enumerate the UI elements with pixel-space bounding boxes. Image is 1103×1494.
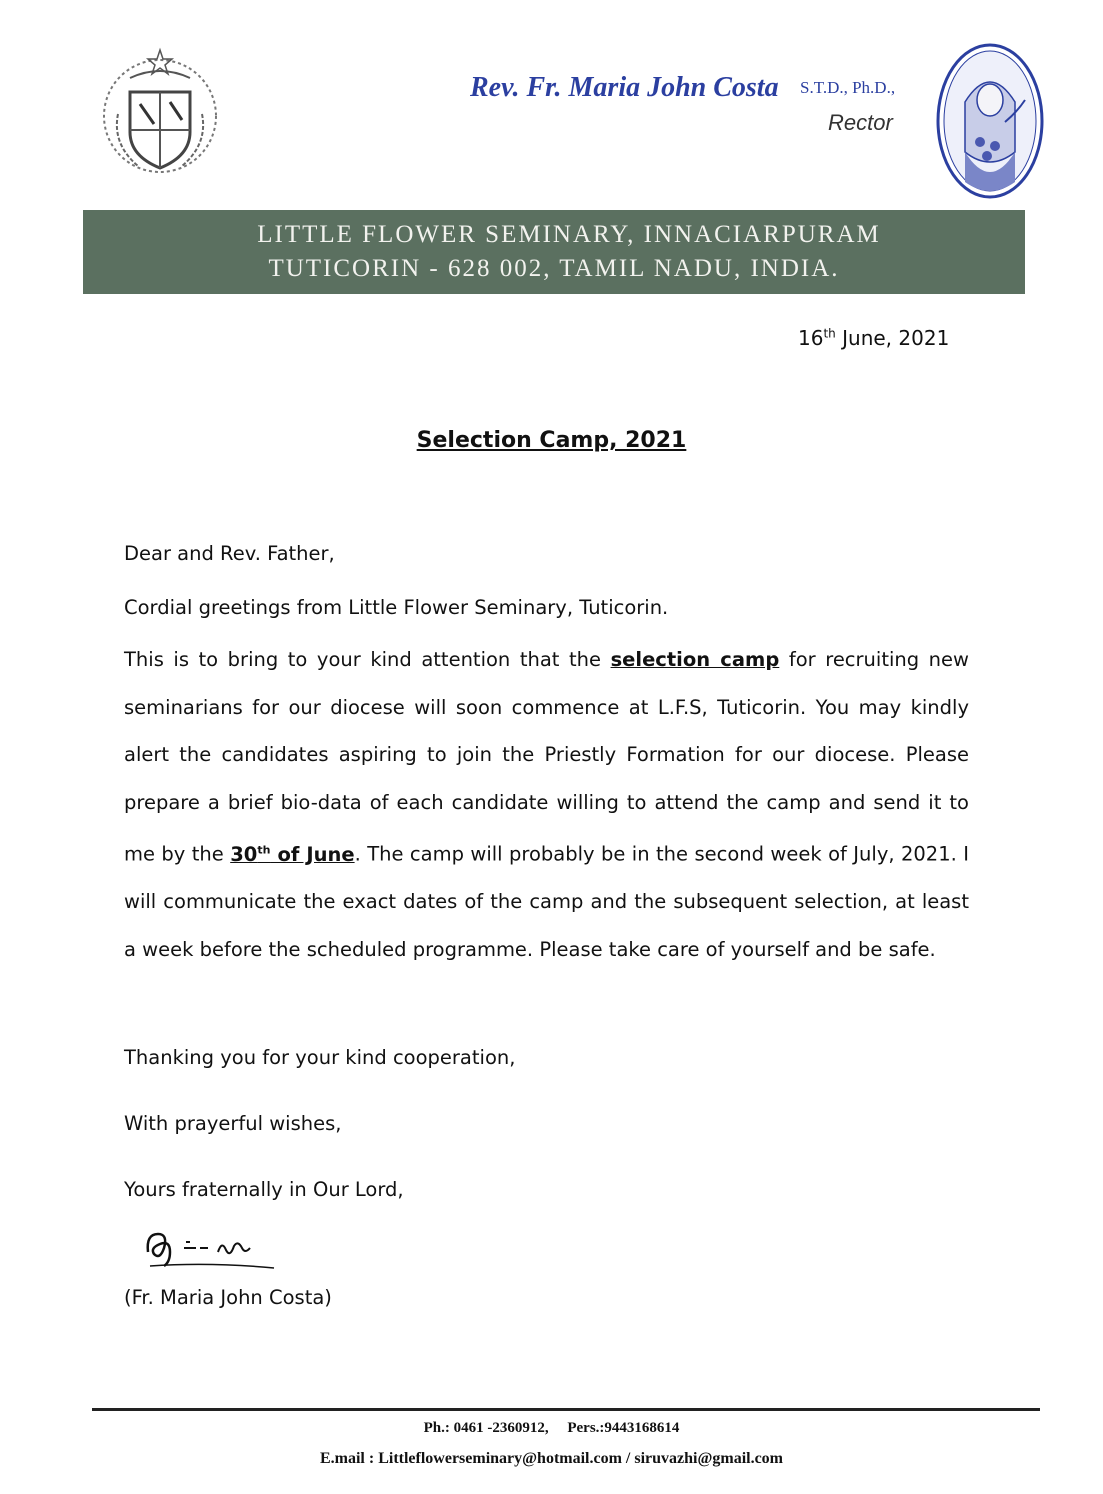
wishes-line: With prayerful wishes,	[124, 1112, 342, 1135]
handwritten-signature	[140, 1222, 280, 1272]
body-paragraph	[124, 636, 969, 973]
rector-title: Rector	[828, 110, 893, 135]
body-text-part2: for recruiting new seminarians for our diocese will soon commence at L.F.S, Tuticorin. You may kindly alert the candidates aspiring to join the Priestly Formation for our diocese. Please prepare a brief bio-data of each candidate willing to attend the camp and send it to me by the	[124, 648, 969, 866]
institution-name: LITTLE FLOWER SEMINARY, INNACIARPURAM	[257, 221, 881, 248]
footer-email: E.mail : Littleflowerseminary@hotmail.com / siruvazhi@gmail.com	[319, 1450, 784, 1467]
salutation: Dear and Rev. Father,	[124, 542, 335, 565]
date-rest: June, 2021	[835, 326, 950, 350]
body-emphasis-selection-camp: selection camp	[610, 648, 780, 671]
signer-name: (Fr. Maria John Costa)	[124, 1286, 332, 1309]
institution-banner	[83, 210, 1025, 294]
greeting: Cordial greetings from Little Flower Seminary, Tuticorin.	[124, 596, 669, 619]
rector-name: Rev. Fr. Maria John Costa	[470, 72, 779, 103]
rector-qualifications: S.T.D., Ph.D.,	[800, 78, 896, 97]
letter-subject: Selection Camp, 2021	[416, 428, 687, 453]
body-text-part3: . The camp will probably be in the second week of July, 2021. I will communicate the exact dates of the camp and the subsequent selection, at least a week before the scheduled programme. Please take care of yourself and be safe.	[124, 842, 969, 961]
date-day: 16	[798, 326, 824, 350]
body-emphasis-deadline	[230, 843, 354, 866]
date-suffix: th	[823, 326, 836, 341]
deadline-month: of June	[270, 842, 355, 866]
deadline-day: 30	[230, 842, 258, 866]
letter-date	[798, 326, 949, 350]
institution-address: TUTICORIN - 628 002, TAMIL NADU, INDIA.	[268, 255, 840, 282]
saint-portrait-image	[935, 42, 1045, 200]
seminary-crest-logo	[100, 44, 220, 184]
thanks-line: Thanking you for your kind cooperation,	[124, 1046, 516, 1069]
deadline-suffix: th	[257, 843, 271, 856]
body-text-part1: This is to bring to your kind attention that the	[124, 648, 611, 671]
footer-phone: Ph.: 0461 -2360912, Pers.:9443168614	[423, 1420, 680, 1436]
footer-divider	[92, 1408, 1040, 1411]
closing-line: Yours fraternally in Our Lord,	[124, 1178, 404, 1201]
